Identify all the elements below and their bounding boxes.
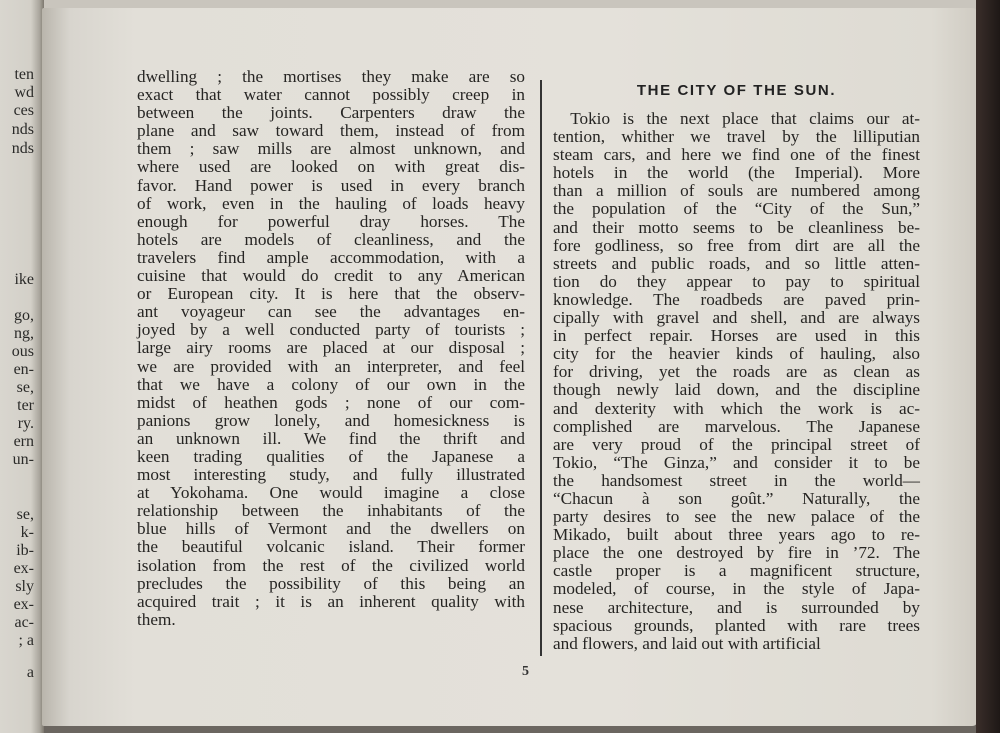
text-line: where used are looked on with great dis- [137,157,525,177]
previous-page-fragment: wd [14,84,34,101]
text-line: blue hills of Vermont and the dwellers on [137,519,525,539]
previous-page-fragment: ex- [13,560,34,577]
text-line: nese architecture, and is surrounded by [553,597,920,617]
book-cover-edge [976,0,1000,733]
text-line: at Yokohama. One would imagine a close [137,483,525,503]
text-line: place the one destroyed by fire in ’72. The [553,543,920,563]
previous-page-fragment: ter [17,397,34,414]
previous-page-fragment: ac- [14,614,34,631]
text-line: relationship between the inhabitants of the [137,501,525,521]
text-line: cuisine that would do credit to any American [137,266,525,286]
previous-page-edge [0,0,44,733]
previous-page-fragment: go, [14,307,34,324]
text-line: acquired trait ; it is an inherent quality with [137,591,525,611]
text-line: dwelling ; the mortises they make are so [137,67,525,86]
right-text-column [553,110,920,653]
text-line: modeled, of course, in the style of Japa- [553,579,920,599]
text-line: favor. Hand power is used in every branch [137,175,525,195]
text-line: the population of the “City of the Sun,” [553,199,920,219]
text-line: isolation from the rest of the civilized world [137,555,525,575]
text-line: them ; saw mills are almost unknown, and [137,139,525,159]
text-line: midst of heathen gods ; none of our com- [137,392,525,412]
text-line: travelers find ample accommodation, with a [137,247,525,267]
previous-page-fragment: nds [11,140,34,157]
text-line: joyed by a well conducted party of tourists ; [137,320,525,340]
text-line: and their motto seems to be cleanliness be- [553,217,920,237]
text-line: that we have a colony of our own in the [137,374,525,394]
previous-page-fragment: sly [15,578,34,595]
text-line: for driving, yet the roads are as clean as [553,362,920,382]
text-line: an unknown ill. We find the thrift and [137,428,525,448]
text-line: of work, even in the hauling of loads heavy [137,193,525,213]
text-line: enough for powerful dray horses. The [137,211,525,231]
text-line: or European city. It is here that the observ- [137,284,525,304]
text-line: Tokio is the next place that claims our at- [553,109,920,128]
text-line: large airy rooms are placed at our disposal ; [137,338,525,358]
text-line: and dexterity with which the work is ac- [553,398,920,418]
text-line: Mikado, built about three years ago to re- [553,525,920,545]
text-line: party desires to see the new palace of the [553,507,920,527]
text-line: tion do they appear to pay to spiritual [553,271,920,291]
previous-page-fragment: en- [13,361,34,378]
text-line: keen trading qualities of the Japanese a [137,446,525,466]
previous-page-fragment: ; a [18,632,34,649]
previous-page-fragment: ten [14,66,34,83]
text-line: ant voyageur can see the advantages en- [137,302,525,322]
section-heading: THE CITY OF THE SUN. [636,82,837,99]
text-line: precludes the possibility of this being an [137,573,525,593]
text-line: fore godliness, so free from dirt are all the [553,235,920,255]
text-line: complished are marvelous. The Japanese [553,416,920,436]
text-line: them. [137,609,176,629]
text-line: plane and saw toward them, instead of from [137,121,525,141]
text-line: we are provided with an interpreter, and feel [137,356,525,376]
column-divider [540,80,542,656]
previous-page-fragment: se, [16,379,34,396]
text-line: castle proper is a magnificent structure, [553,561,920,581]
text-line: “Chacun à son goût.” Naturally, the [553,488,920,508]
text-line: exact that water cannot possibly creep in [137,85,525,105]
text-line: though newly laid down, and the discipline [553,380,920,400]
previous-page-fragment: k- [20,524,34,541]
text-line: than a million of souls are numbered among [553,181,920,201]
text-line: city for the heavier kinds of hauling, also [553,344,920,364]
text-line: cipally with gravel and shell, and are always [553,308,920,328]
text-line: and flowers, and laid out with artificial [553,633,821,653]
previous-page-fragment: ng, [14,325,34,342]
text-line: the handsomest street in the world— [553,470,920,490]
previous-page-fragment: un- [12,451,34,468]
left-text-column [137,68,525,629]
text-line: the beautiful volcanic island. Their former [137,537,525,557]
text-line: hotels are models of cleanliness, and the [137,229,525,249]
previous-page-fragment: ous [11,343,34,360]
text-line: tention, whither we travel by the lilliputian [553,127,920,147]
text-line: hotels in the world (the Imperial). More [553,163,920,183]
text-line: in perfect repair. Horses are used in this [553,326,920,346]
previous-page-fragment: se, [16,506,34,523]
page-number: 5 [522,664,529,679]
previous-page-fragment: ern [13,433,34,450]
previous-page-fragment: ike [14,271,34,288]
previous-page-fragment: ib- [16,542,34,559]
previous-page-fragment: nds [11,121,34,138]
text-line: panions grow lonely, and homesickness is [137,410,525,430]
text-line: are very proud of the principal street of [553,434,920,454]
text-line: Tokio, “The Ginza,” and consider it to be [553,452,920,472]
text-line: between the joints. Carpenters draw the [137,103,525,123]
text-line: streets and public roads, and so little atten- [553,253,920,273]
previous-page-fragment: ces [13,102,34,119]
text-line: knowledge. The roadbeds are paved prin- [553,289,920,309]
previous-page-fragment: ex- [13,596,34,613]
previous-page-fragment: a [26,664,34,681]
text-line: most interesting study, and fully illustrated [137,465,525,485]
text-line: spacious grounds, planted with rare trees [553,615,920,635]
text-line: steam cars, and here we find one of the finest [553,145,920,165]
previous-page-fragment: ry. [17,415,34,432]
